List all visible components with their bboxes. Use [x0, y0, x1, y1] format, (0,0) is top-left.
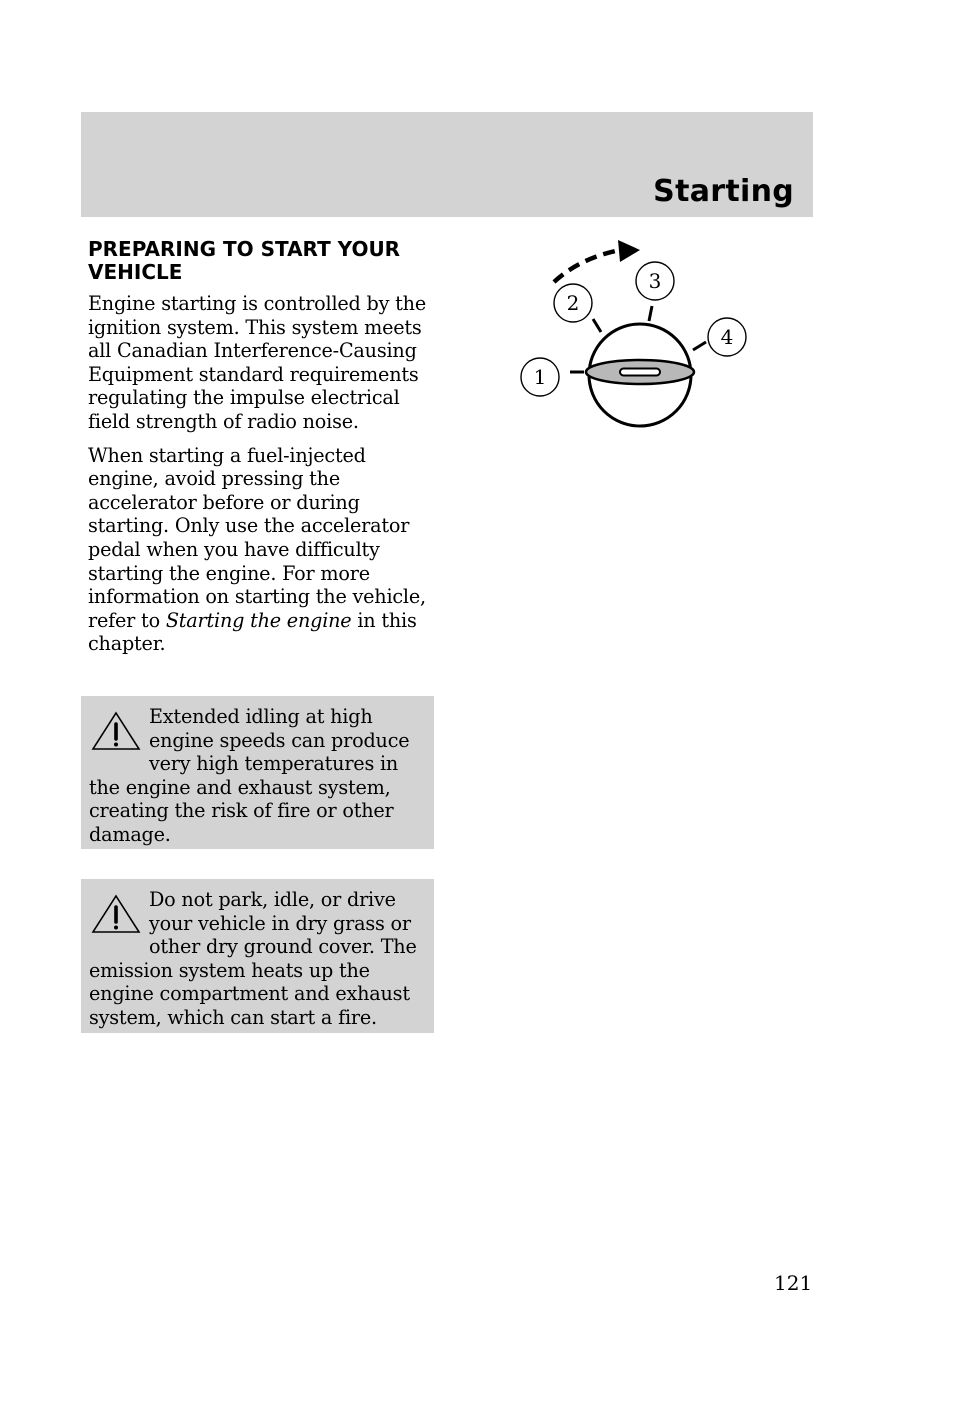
warning-text: Do not park, idle, or drive your vehicle in dry grass or other dry ground cover. The emission system heats up the engine compartment and exhaust system, which can start a fire.	[89, 888, 417, 1029]
warning-triangle-icon	[89, 892, 143, 936]
position-label-1: 1	[533, 365, 547, 389]
position-label-3: 3	[648, 269, 662, 293]
position-tick-2	[593, 319, 601, 332]
warning-box	[81, 696, 434, 849]
cross-reference: Starting the engine	[165, 608, 352, 632]
position-label-2: 2	[566, 291, 580, 315]
warning-triangle-icon	[89, 709, 143, 753]
position-tick-4	[693, 342, 706, 350]
main-content	[88, 238, 434, 666]
paragraph-ignition: Engine starting is controlled by the ignition system. This system meets all Canadian Interference-Causing Equipment standard requirements regulating the impulse electrical field strength of radio noise.	[88, 292, 426, 433]
arrow-head-icon	[618, 240, 640, 262]
page-number: 121	[774, 1271, 813, 1295]
section-title: Starting	[653, 174, 794, 209]
ignition-switch-diagram	[510, 238, 770, 433]
paragraph-text: in this chapter.	[88, 608, 417, 656]
warning-text: Extended idling at high engine speeds can produce very high temperatures in the engine and exhaust system, creating the risk of fire or other damage.	[89, 705, 410, 846]
section-heading: PREPARING TO START YOUR VEHICLE	[88, 237, 401, 284]
position-label-4: 4	[720, 325, 734, 349]
paragraph-text: When starting a fuel-injected engine, avoid pressing the accelerator before or during starting. Only use the accelerator pedal when you have difficulty starting the engine. For more information on starting the vehicle, refer to	[88, 443, 426, 632]
rotation-arrow	[554, 250, 620, 282]
paragraph-fuel-injected	[88, 444, 434, 656]
header-band	[81, 112, 813, 217]
warning-box	[81, 879, 434, 1033]
position-tick-3	[649, 306, 652, 321]
